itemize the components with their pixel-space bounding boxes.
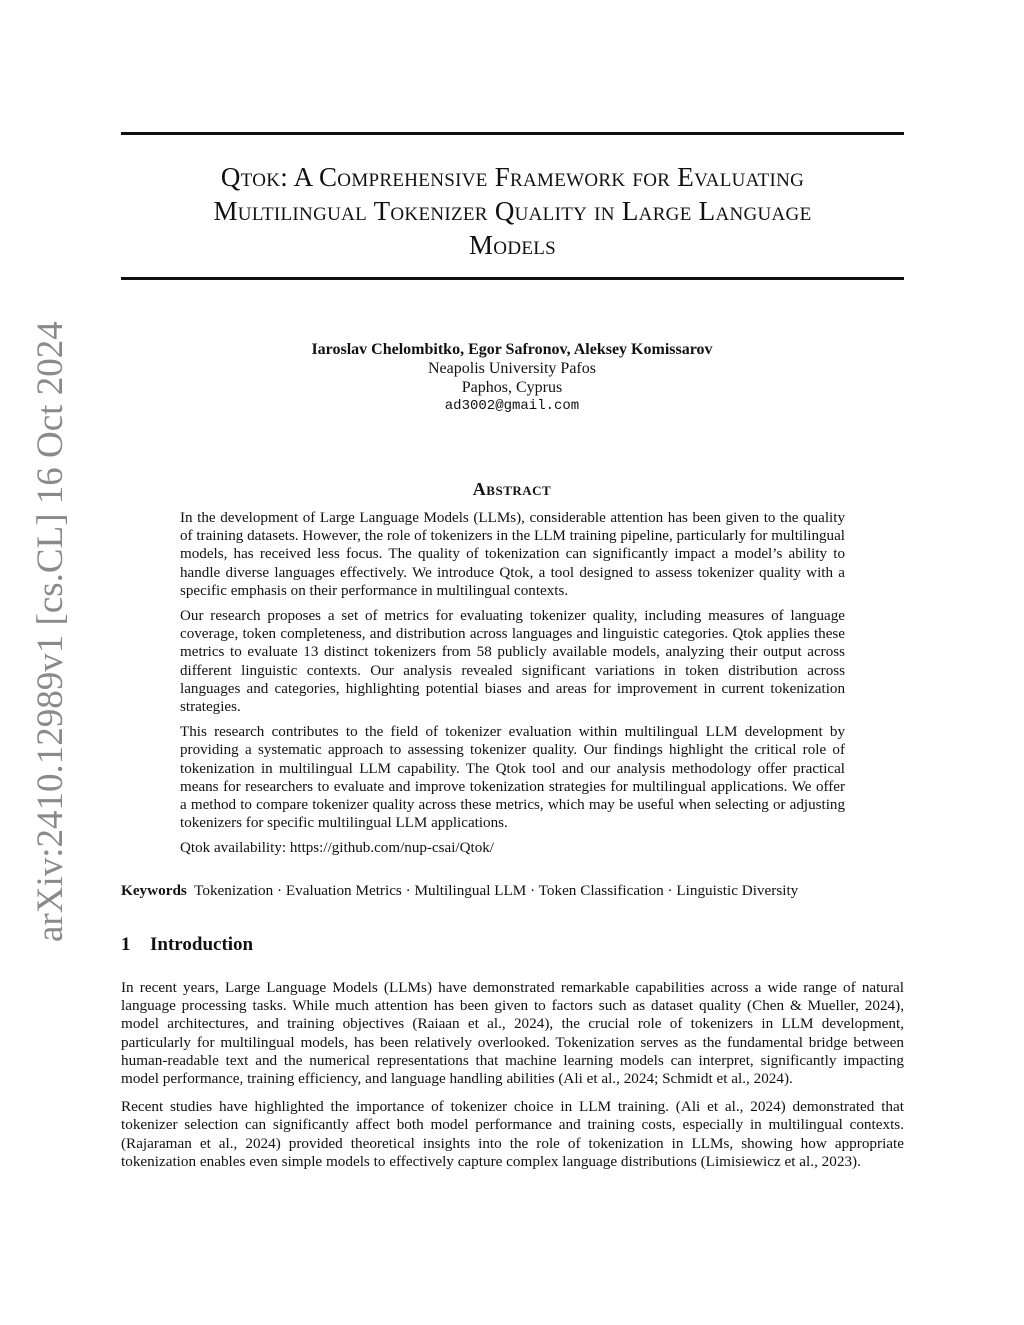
- body-paragraph: In recent years, Large Language Models (LLMs) have demonstrated remarkable capabilities across a wide range of natural language processing tasks. While much attention has been given to factors such as dataset quality (Chen & Mueller, 2024), model architectures, and training objectives (Raiaan et al., 2024), the crucial role of tokenizers in LLM development, particularly for multilingual models, has been relatively overlooked. Tokenization serves as the fundamental bridge between human-readable text and the numerical representations that machine learning models can interpret, significantly impacting model performance, training efficiency, and language handling abilities (Ali et al., 2024; Schmidt et al., 2024).: [121, 979, 904, 1088]
- arxiv-stamp: arXiv:2410.12989v1 [cs.CL] 16 Oct 2024: [30, 321, 71, 942]
- availability-link[interactable]: Qtok availability: https://github.com/nup-csai/Qtok/: [180, 840, 494, 857]
- title-line: Models: [468, 230, 557, 260]
- title-bottom-rule: [121, 277, 904, 280]
- abstract-paragraph: This research contributes to the field of tokenizer evaluation within multilingual LLM development by providing a systematic approach to assessing tokenizer quality. Our findings highlight the critical role of tokenization in multilingual LLM capability. The Qtok tool and our analysis methodology offer practical means for researchers to evaluate and improve tokenization strategies for multilingual applications. We offer a method to compare tokenizer quality across these metrics, which may be useful when selecting or adjusting tokenizers for specific multilingual LLM applications.: [180, 724, 845, 832]
- location: Paphos, Cyprus: [461, 379, 563, 396]
- abstract-paragraph: Our research proposes a set of metrics for evaluating tokenizer quality, including measures of language coverage, token completeness, and distribution across languages and linguistic categories. Qtok applies these metrics to evaluate 13 distinct tokenizers from 58 publicly available models, analyzing their output across different linguistic contexts. Our analysis revealed significant variations in token distribution across languages and categories, highlighting potential biases and areas for improvement in current tokenization strategies.: [180, 608, 845, 716]
- author-email[interactable]: ad3002@gmail.com: [444, 398, 580, 414]
- introduction-body: [121, 979, 904, 1181]
- author-block: [0, 340, 1024, 416]
- abstract-heading: Abstract: [472, 479, 552, 499]
- abstract-body: [180, 509, 845, 865]
- author-names: Iaroslav Chelombitko, Egor Safronov, Aleksey Komissarov: [311, 341, 713, 358]
- keywords-line: [121, 882, 904, 900]
- body-paragraph: Recent studies have highlighted the importance of tokenizer choice in LLM training. (Ali et al., 2024) demonstrated that tokenizer selection can significantly affect both model performance and training costs, especially in multilingual contexts. (Rajaraman et al., 2024) provided theoretical insights into the role of tokenization in LLMs, showing how appropriate tokenization enables even simple models to effectively capture complex language distributions (Limisiewicz et al., 2023).: [121, 1098, 904, 1170]
- keywords-label: Keywords: [121, 882, 187, 899]
- affiliation: Neapolis University Pafos: [428, 360, 596, 377]
- title-line: Qtok: A Comprehensive Framework for Evaluating: [220, 162, 805, 192]
- title-top-rule: [121, 132, 904, 135]
- section-title: Introduction: [150, 934, 254, 955]
- title-line: Multilingual Tokenizer Quality in Large Language: [213, 196, 812, 226]
- abstract-paragraph: In the development of Large Language Models (LLMs), considerable attention has been given to the quality of training datasets. However, the role of tokenizers in the LLM training pipeline, particularly for multilingual models, has received less focus. The quality of tokenization can significantly impact a model’s ability to handle diverse languages effectively. We introduce Qtok, a tool designed to assess tokenizer quality with a specific emphasis on their performance in multilingual contexts.: [180, 510, 846, 599]
- keywords-text: Tokenization · Evaluation Metrics · Multilingual LLM · Token Classification · Linguistic Diversity: [194, 882, 799, 899]
- section-number: 1: [121, 934, 131, 955]
- section-heading: [121, 934, 253, 956]
- paper-title: [121, 160, 904, 262]
